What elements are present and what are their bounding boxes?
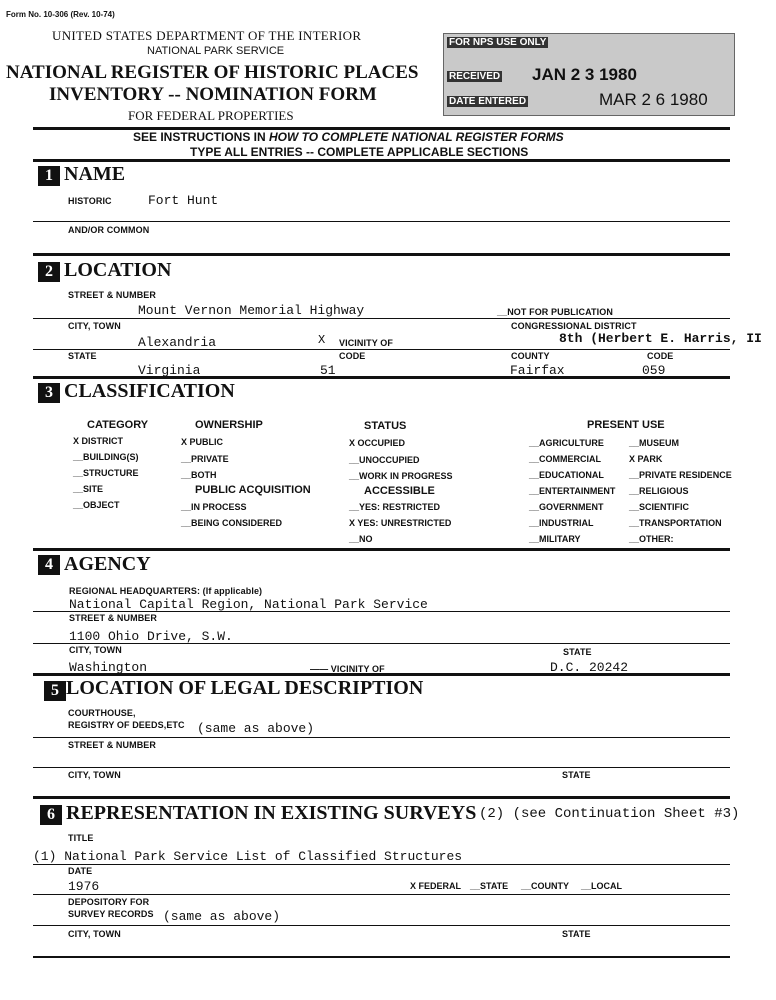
survey-level-option[interactable]: __LOCAL — [581, 881, 623, 891]
city-value[interactable]: Alexandria — [138, 335, 217, 350]
stamp-received-label: RECEIVED — [449, 71, 501, 82]
stamp-entered-label: DATE ENTERED — [449, 96, 527, 107]
depository-label-2: SURVEY RECORDS — [68, 909, 154, 919]
access-option[interactable]: X YES: UNRESTRICTED — [349, 518, 452, 528]
status-option[interactable]: __UNOCCUPIED — [349, 455, 420, 465]
survey-level-option[interactable]: __STATE — [470, 881, 509, 891]
agency-state-value[interactable]: D.C. 20242 — [550, 660, 629, 675]
present-use-option[interactable]: __EDUCATIONAL — [529, 470, 604, 480]
ownership-option[interactable]: __BOTH — [181, 470, 217, 480]
rule — [33, 318, 730, 319]
historic-label: HISTORIC — [68, 196, 112, 206]
section-6-number: 6 — [40, 805, 62, 825]
rule — [33, 767, 730, 768]
nps-use-stamp — [443, 33, 735, 116]
access-option[interactable]: __NO — [349, 534, 373, 544]
section-5-number: 5 — [44, 681, 66, 701]
ownership-header: OWNERSHIP — [195, 419, 263, 431]
stamp-received-date: JAN 2 3 1980 — [532, 65, 637, 84]
survey-level-option[interactable]: X FEDERAL — [410, 881, 462, 891]
rule — [33, 221, 730, 222]
present-use-option[interactable]: __GOVERNMENT — [529, 502, 604, 512]
section-4-title: AGENCY — [64, 553, 151, 575]
depository-label-1: DEPOSITORY FOR — [68, 897, 150, 907]
section-rule — [33, 796, 730, 799]
present-use-option[interactable]: __MUSEUM — [629, 438, 680, 448]
rule — [33, 925, 730, 926]
agency-state-label: STATE — [563, 647, 592, 657]
present-use-option[interactable]: __MILITARY — [529, 534, 581, 544]
status-option[interactable]: X OCCUPIED — [349, 438, 406, 448]
section-6-title: REPRESENTATION IN EXISTING SURVEYS — [66, 802, 477, 824]
county-value[interactable]: Fairfax — [510, 363, 565, 378]
category-option[interactable]: __OBJECT — [73, 500, 120, 510]
instructions-line1: SEE INSTRUCTIONS IN HOW TO COMPLETE NATIONAL REGISTER FORMS — [133, 130, 564, 144]
category-option[interactable]: __STRUCTURE — [73, 468, 139, 478]
section-4-number: 4 — [38, 555, 60, 575]
regional-hq-value[interactable]: National Capital Region, National Park Service — [69, 597, 428, 612]
stamp-entered-date: MAR 2 6 1980 — [599, 90, 708, 109]
access-option[interactable]: __YES: RESTRICTED — [349, 502, 441, 512]
section-6-note: (2) (see Continuation Sheet #3) — [479, 806, 740, 822]
survey-level-option[interactable]: __COUNTY — [521, 881, 570, 891]
federal-properties: FOR FEDERAL PROPERTIES — [128, 108, 294, 123]
depository-value[interactable]: (same as above) — [163, 909, 281, 924]
present-use-option[interactable]: __PRIVATE RESIDENCE — [629, 470, 732, 480]
vicinity-checkmark[interactable]: X — [318, 333, 326, 347]
agency-vicinity-label: —— VICINITY OF — [310, 664, 385, 674]
section-3-number: 3 — [38, 383, 60, 403]
city-label: CITY, TOWN — [68, 321, 121, 331]
present-use-header: PRESENT USE — [587, 419, 665, 431]
section-rule — [33, 376, 730, 379]
category-option[interactable]: X DISTRICT — [73, 436, 124, 446]
status-header: STATUS — [364, 420, 407, 432]
courthouse-label: COURTHOUSE, — [68, 708, 136, 718]
rule — [33, 611, 730, 612]
category-option[interactable]: __BUILDING(S) — [73, 452, 139, 462]
not-for-publication[interactable]: __NOT FOR PUBLICATION — [497, 307, 613, 317]
rule — [33, 864, 730, 865]
present-use-option[interactable]: __OTHER: — [629, 534, 674, 544]
survey-state-label: STATE — [562, 929, 591, 939]
county-code-label: CODE — [647, 351, 674, 361]
present-use-option[interactable]: __ENTERTAINMENT — [529, 486, 616, 496]
section-2-number: 2 — [38, 262, 60, 282]
form-number: Form No. 10-306 (Rev. 10-74) — [6, 10, 115, 19]
legal-city-label: CITY, TOWN — [68, 770, 121, 780]
rule — [33, 349, 730, 350]
present-use-option[interactable]: __AGRICULTURE — [529, 438, 604, 448]
present-use-option[interactable]: __COMMERCIAL — [529, 454, 602, 464]
agency-city-label: CITY, TOWN — [69, 645, 122, 655]
present-use-option[interactable]: __INDUSTRIAL — [529, 518, 594, 528]
stamp-use-label: FOR NPS USE ONLY — [449, 37, 547, 48]
acquisition-option[interactable]: __BEING CONSIDERED — [181, 518, 283, 528]
survey-title-value[interactable]: (1) National Park Service List of Classified Structures — [33, 849, 463, 864]
accessible-header: ACCESSIBLE — [364, 485, 435, 497]
category-option[interactable]: __SITE — [73, 484, 104, 494]
regional-hq-label: REGIONAL HEADQUARTERS: (If applicable) — [69, 586, 263, 596]
survey-date-label: DATE — [68, 866, 93, 876]
form-subtitle: INVENTORY -- NOMINATION FORM — [49, 84, 377, 105]
ownership-option[interactable]: __PRIVATE — [181, 454, 229, 464]
status-option[interactable]: __WORK IN PROGRESS — [349, 471, 453, 481]
street-label: STREET & NUMBER — [68, 290, 157, 300]
department-name: UNITED STATES DEPARTMENT OF THE INTERIOR — [52, 28, 362, 43]
agency-street-value[interactable]: 1100 Ohio Drive, S.W. — [69, 629, 233, 644]
present-use-option[interactable]: __TRANSPORTATION — [629, 518, 722, 528]
acquisition-option[interactable]: __IN PROCESS — [181, 502, 247, 512]
section-5-title: LOCATION OF LEGAL DESCRIPTION — [66, 677, 424, 699]
form-title: NATIONAL REGISTER OF HISTORIC PLACES — [6, 62, 419, 83]
rule — [33, 894, 730, 895]
section-2-title: LOCATION — [64, 259, 172, 281]
instructions-rule — [33, 159, 730, 162]
service-name: NATIONAL PARK SERVICE — [147, 45, 285, 57]
legal-state-label: STATE — [562, 770, 591, 780]
present-use-option[interactable]: __SCIENTIFIC — [629, 502, 690, 512]
state-code-value[interactable]: 51 — [320, 363, 336, 378]
section-1-number: 1 — [38, 166, 60, 186]
agency-street-label: STREET & NUMBER — [69, 613, 158, 623]
survey-title-label: TITLE — [68, 833, 94, 843]
section-rule — [33, 548, 730, 551]
congressional-district-value[interactable]: 8th (Herbert E. Harris, II — [559, 331, 762, 346]
survey-date-value[interactable]: 1976 — [68, 879, 100, 894]
agency-city-value[interactable]: Washington — [69, 660, 148, 675]
section-1-title: NAME — [64, 163, 126, 185]
section-3-title: CLASSIFICATION — [64, 380, 235, 402]
rule — [33, 737, 730, 738]
public-acquisition-header: PUBLIC ACQUISITION — [195, 484, 311, 496]
street-value[interactable]: Mount Vernon Memorial Highway — [138, 303, 365, 318]
county-label: COUNTY — [511, 351, 550, 361]
registry-label: REGISTRY OF DEEDS,ETC — [68, 720, 185, 730]
legal-street-label: STREET & NUMBER — [68, 740, 157, 750]
present-use-option[interactable]: X PARK — [629, 454, 663, 464]
survey-city-label: CITY, TOWN — [68, 929, 121, 939]
section-rule — [33, 673, 730, 676]
category-header: CATEGORY — [87, 419, 149, 431]
ownership-option[interactable]: X PUBLIC — [181, 437, 224, 447]
instructions-line2: TYPE ALL ENTRIES -- COMPLETE APPLICABLE SECTIONS — [190, 145, 529, 159]
registry-value[interactable]: (same as above) — [197, 721, 315, 736]
present-use-option[interactable]: __RELIGIOUS — [629, 486, 689, 496]
code-label: CODE — [339, 351, 366, 361]
congressional-district-label: CONGRESSIONAL DISTRICT — [511, 321, 637, 331]
common-name-label: AND/OR COMMON — [68, 225, 150, 235]
state-label: STATE — [68, 351, 97, 361]
rule — [33, 956, 730, 958]
section-rule — [33, 253, 730, 256]
historic-name-value[interactable]: Fort Hunt — [148, 193, 219, 208]
vicinity-label: VICINITY OF — [339, 338, 393, 348]
county-code-value[interactable]: 059 — [642, 363, 666, 378]
state-value[interactable]: Virginia — [138, 363, 201, 378]
rule — [33, 643, 730, 644]
